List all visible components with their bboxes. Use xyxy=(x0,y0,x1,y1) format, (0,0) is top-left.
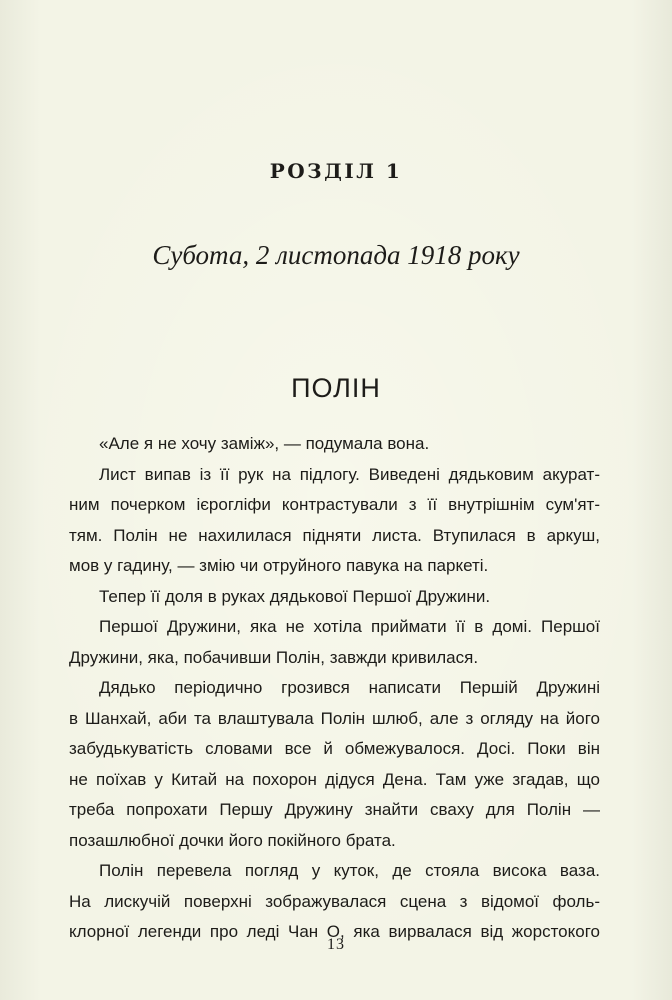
text-line: позашлюбної дочки його покійного брата. xyxy=(69,830,396,850)
text-line: клорної легенди про леді Чан О, яка вирвалася від жорстокого xyxy=(69,922,600,941)
text-line: Лист випав із її рук на підлогу. Виведені дядьковим акурат- xyxy=(99,464,600,484)
chapter-heading: РОЗДІЛ 1 xyxy=(269,159,403,183)
text-line: «Але я не хочу заміж», — подумала вона. xyxy=(99,434,430,453)
section-title: ПОЛІН xyxy=(291,373,381,403)
chapter-date: Субота, 2 листопада 1918 року xyxy=(152,240,520,270)
body-text xyxy=(69,429,600,948)
text-line: забудькуватість словами все й обмежувалося. Досі. Поки він xyxy=(69,739,600,758)
text-line: Першої Дружини, яка не хотіла приймати її в домі. Першої xyxy=(99,617,600,636)
text-line: Тепер її доля в руках дядькової Першої Дружини. xyxy=(99,586,491,606)
text-line: мов у гадину, — змію чи отруйного павука на паркеті. xyxy=(69,556,489,575)
text-line: не поїхав у Китай на похорон дідуся Дена. Там уже згадав, що xyxy=(69,769,600,789)
text-line: Дядько періодично грозився написати Першій Дружині xyxy=(99,678,600,697)
text-line: тям. Полін не нахилилася підняти листа. Втупилася в аркуш, xyxy=(69,525,600,545)
text-line: Полін перевела погляд у куток, де стояла висока ваза. xyxy=(99,861,600,880)
text-line: в Шанхай, аби та влаштувала Полін шлюб, але з огляду на його xyxy=(69,708,600,728)
page-number: 13 xyxy=(327,936,345,953)
text-line: На лискучій поверхні зображувалася сцена з відомої фоль- xyxy=(69,891,600,911)
text-line: Дружини, яка, побачивши Полін, завжди кривилася. xyxy=(69,647,479,667)
text-line: треба попрохати Першу Дружину знайти сваху для Полін — xyxy=(69,800,600,819)
text-line: ним почерком ієрогліфи контрастували з її внутрішнім сум'ят- xyxy=(69,495,600,514)
